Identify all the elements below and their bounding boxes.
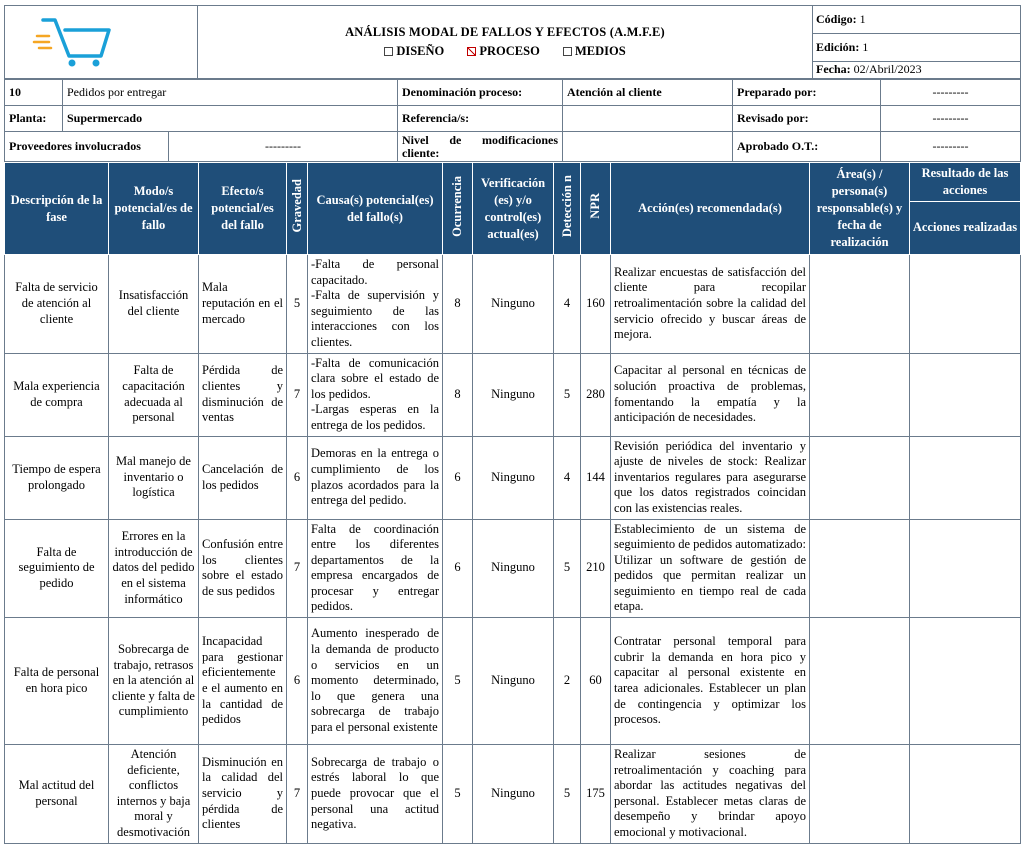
cell-empty	[910, 436, 1021, 519]
cell-verificacion: Ninguno	[473, 436, 554, 519]
cell-ocurrencia: 5	[443, 618, 473, 745]
type-options	[198, 44, 812, 59]
cell-causa: Aumento inesperado de la demanda de producto o servicios en un momento determinado, lo que genera una sobrecarga de trabajo para el personal existente	[308, 618, 443, 745]
cell-efecto: Incapacidad para gestionar eficientemente e el aumento en la cantidad de pedidos	[199, 618, 287, 745]
aprobado-value: ---------	[881, 132, 1021, 162]
cell-deteccion: 4	[554, 255, 581, 354]
cell-causa: -Falta de personal capacitado. -Falta de supervisión y seguimiento de las interacciones con los clientes.	[308, 255, 443, 354]
cell-descripcion: Tiempo de espera prolongado	[5, 436, 109, 519]
checkbox-icon[interactable]	[563, 47, 572, 56]
referencia-label: Referencia/s:	[398, 106, 563, 132]
cell-gravedad: 6	[287, 618, 308, 745]
cell-empty	[910, 519, 1021, 618]
cell-ocurrencia: 5	[443, 745, 473, 844]
cell-accion: Capacitar al personal en técnicas de solución proactiva de problemas, fomentando la empatía y la anticipación de necesidades.	[611, 353, 810, 436]
cell-verificacion: Ninguno	[473, 353, 554, 436]
cell-npr: 210	[581, 519, 611, 618]
cell-modo: Falta de capacitación adecuada al personal	[109, 353, 199, 436]
cell-npr: 144	[581, 436, 611, 519]
cell-empty	[810, 255, 910, 354]
cell-ocurrencia: 6	[443, 519, 473, 618]
col-area: Área(s) / persona(s) responsable(s) y fecha de realización	[810, 163, 910, 255]
shopping-cart-icon	[5, 6, 198, 74]
cell-accion: Realizar encuestas de satisfacción del cliente para recopilar retroalimentación sobre la calidad del servicio ofrecido y buscar áreas de mejora.	[611, 255, 810, 354]
col-efecto: Efecto/s potencial/es del fallo	[199, 163, 287, 255]
cell-ocurrencia: 8	[443, 353, 473, 436]
cell-npr: 175	[581, 745, 611, 844]
col-verificacion: Verificación (es) y/o control(es) actual(es)	[473, 163, 554, 255]
pedidos-label: Pedidos por entregar	[63, 80, 398, 106]
cell-npr: 280	[581, 353, 611, 436]
cell-descripcion: Mal actitud del personal	[5, 745, 109, 844]
cell-modo: Errores en la introducción de datos del pedido en el sistema informático	[109, 519, 199, 618]
cell-causa: Falta de coordinación entre los diferentes departamentos de la empresa encargados de procesar y entregar pedidos.	[308, 519, 443, 618]
cell-verificacion: Ninguno	[473, 618, 554, 745]
document-title: ANÁLISIS MODAL DE FALLOS Y EFECTOS (A.M.F.E)	[345, 25, 665, 39]
cell-efecto: Cancelación de los pedidos	[199, 436, 287, 519]
preparado-value: ---------	[881, 80, 1021, 106]
cell-deteccion: 4	[554, 436, 581, 519]
aprobado-label: Aprobado O.T.:	[733, 132, 881, 162]
cell-deteccion: 5	[554, 745, 581, 844]
denominacion-value: Atención al cliente	[563, 80, 733, 106]
cell-deteccion: 2	[554, 618, 581, 745]
cell-npr: 160	[581, 255, 611, 354]
cell-causa: Sobrecarga de trabajo o estrés laboral lo que puede provocar que el personal una actitud negativa.	[308, 745, 443, 844]
checkbox-icon[interactable]	[384, 47, 393, 56]
cell-modo: Mal manejo de inventario o logística	[109, 436, 199, 519]
cell-accion: Realizar sesiones de retroalimentación y coaching para abordar las actitudes negativas del personal. Establecer metas claras de desempeño y brindar apoyo emocional y motivacional.	[611, 745, 810, 844]
cell-ocurrencia: 6	[443, 436, 473, 519]
cell-descripcion: Falta de seguimiento de pedido	[5, 519, 109, 618]
cell-deteccion: 5	[554, 519, 581, 618]
cell-verificacion: Ninguno	[473, 519, 554, 618]
cell-gravedad: 6	[287, 436, 308, 519]
option-medios[interactable]: MEDIOS	[563, 44, 626, 58]
cell-accion: Revisión periódica del inventario y ajuste de niveles de stock: Realizar inventarios regulares para asegurarse que los datos registrados coincidan con las existencias reales.	[611, 436, 810, 519]
cell-empty	[810, 519, 910, 618]
cell-empty	[910, 353, 1021, 436]
option-diseno[interactable]: DISEÑO	[384, 44, 444, 58]
planta-value: Supermercado	[63, 106, 398, 132]
denominacion-label: Denominación proceso:	[398, 80, 563, 106]
cell-modo: Sobrecarga de trabajo, retrasos en la atención al cliente y falta de cumplimiento	[109, 618, 199, 745]
revisado-value: ---------	[881, 106, 1021, 132]
cell-efecto: Disminución en la calidad del servicio y pérdida de clientes	[199, 745, 287, 844]
fecha-field: Fecha: 02/Abril/2023	[813, 61, 1021, 78]
info-table	[4, 79, 1021, 162]
col-deteccion: Detección n	[554, 163, 581, 255]
cell-efecto: Confusión entre los clientes sobre el estado de sus pedidos	[199, 519, 287, 618]
cell-accion: Contratar personal temporal para cubrir la demanda en hora pico y capacitar al personal existente en tarea adicionales. Establecer un plan de contingencia y optimizar los procesos.	[611, 618, 810, 745]
table-row	[5, 255, 1021, 354]
codigo-field: Código: 1	[813, 6, 1021, 34]
cell-modo: Insatisfacción del cliente	[109, 255, 199, 354]
amfe-document	[4, 5, 1020, 844]
preparado-label: Preparado por:	[733, 80, 881, 106]
col-resultado	[910, 163, 1021, 255]
proveedores-value: ---------	[169, 132, 398, 162]
table-row	[5, 436, 1021, 519]
header-table	[4, 5, 1021, 79]
nivel-value	[563, 132, 733, 162]
col-ocurrencia: Ocurrencia	[443, 163, 473, 255]
option-proceso[interactable]: PROCESO	[467, 44, 539, 58]
resultado-header: Resultado de las acciones	[910, 164, 1020, 202]
acciones-realizadas-header: Acciones realizadas	[912, 220, 1018, 234]
document-title-cell	[198, 6, 813, 79]
cell-descripcion: Falta de personal en hora pico	[5, 618, 109, 745]
cell-gravedad: 7	[287, 519, 308, 618]
cell-empty	[810, 618, 910, 745]
nivel-label: Nivel de modificaciones cliente:	[398, 132, 563, 162]
cell-npr: 60	[581, 618, 611, 745]
cell-gravedad: 7	[287, 745, 308, 844]
cell-gravedad: 7	[287, 353, 308, 436]
cell-descripcion: Mala experiencia de compra	[5, 353, 109, 436]
cell-descripcion: Falta de servicio de atención al cliente	[5, 255, 109, 354]
edicion-field: Edición: 1	[813, 33, 1021, 61]
cell-ocurrencia: 8	[443, 255, 473, 354]
col-modo: Modo/s potencial/es de fallo	[109, 163, 199, 255]
fecha-value: 02/Abril/2023	[853, 62, 922, 77]
edicion-value: 1	[862, 39, 869, 54]
cell-gravedad: 5	[287, 255, 308, 354]
referencia-value	[563, 106, 733, 132]
col-npr: NPR	[581, 163, 611, 255]
revisado-label: Revisado por:	[733, 106, 881, 132]
cell-causa: -Falta de comunicación clara sobre el estado de los pedidos. -Largas esperas en la entrega de los pedidos.	[308, 353, 443, 436]
logo	[5, 6, 198, 79]
table-row	[5, 519, 1021, 618]
col-causa: Causa(s) potencial(es) del fallo(s)	[308, 163, 443, 255]
cell-efecto: Pérdida de clientes y disminución de ventas	[199, 353, 287, 436]
cell-causa: Demoras en la entrega o cumplimiento de los plazos acordados para la entrega del pedido.	[308, 436, 443, 519]
cell-empty	[910, 745, 1021, 844]
table-row	[5, 745, 1021, 844]
cell-empty	[810, 436, 910, 519]
cell-empty	[910, 618, 1021, 745]
process-number: 10	[5, 80, 63, 106]
table-row	[5, 353, 1021, 436]
col-accion: Acción(es) recomendada(s)	[611, 163, 810, 255]
planta-label: Planta:	[5, 106, 63, 132]
cell-modo: Atención deficiente, conflictos internos y baja moral y desmotivación	[109, 745, 199, 844]
col-descripcion: Descripción de la fase	[5, 163, 109, 255]
cell-verificacion: Ninguno	[473, 745, 554, 844]
codigo-value: 1	[859, 11, 866, 26]
cell-empty	[810, 745, 910, 844]
cell-efecto: Mala reputación en el mercado	[199, 255, 287, 354]
cell-verificacion: Ninguno	[473, 255, 554, 354]
cell-deteccion: 5	[554, 353, 581, 436]
table-row	[5, 618, 1021, 745]
checked-checkbox-icon[interactable]	[467, 47, 476, 56]
cell-empty	[910, 255, 1021, 354]
proveedores-label: Proveedores involucrados	[5, 132, 169, 162]
amfe-table	[4, 162, 1021, 844]
cell-accion: Establecimiento de un sistema de seguimiento de pedidos automatizado: Utilizar un software de gestión de pedidos que permitan realizar un seguimiento en tiempo real de cada etapa.	[611, 519, 810, 618]
cell-empty	[810, 353, 910, 436]
col-gravedad: Gravedad	[287, 163, 308, 255]
